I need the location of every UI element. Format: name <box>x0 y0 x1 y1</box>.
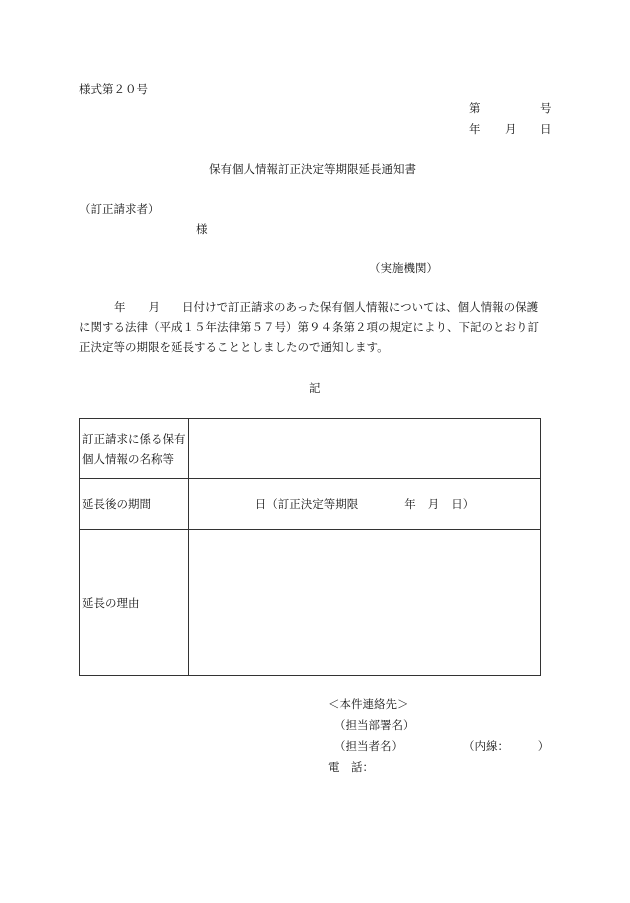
table-row <box>80 479 541 530</box>
body-year: 年 <box>114 300 126 314</box>
addressee-honorific: 様 <box>196 222 208 236</box>
period-year: 年 <box>404 497 416 511</box>
body-line-2: に関する法律（平成１５年法律第５７号）第９４条第２項の規定により、下記のとおり訂 <box>79 320 539 334</box>
doc-number-dai: 第 <box>469 101 481 115</box>
doc-date-day: 日 <box>540 122 552 136</box>
doc-date-month: 月 <box>505 122 517 136</box>
row2-label-text: 延長後の期間 <box>82 497 151 511</box>
contact-phone: 電 話： <box>328 760 374 774</box>
row1-label-line2: 個人情報の名称等 <box>82 451 174 466</box>
period-day: 日（訂正決定等期限 <box>254 497 359 511</box>
notice-table <box>79 418 541 676</box>
body-line-1 <box>79 297 549 317</box>
document-title: 保有個人情報訂正決定等期限延長通知書 <box>209 162 416 176</box>
notice-body <box>79 297 549 357</box>
extension-period <box>191 494 538 514</box>
addressee-role: （訂正請求者） <box>79 202 160 216</box>
row3-value <box>189 530 541 676</box>
contact-heading: ＜本件連絡先＞ <box>328 697 409 711</box>
row1-label <box>80 419 189 479</box>
body-line1-rest: 日付けで訂正請求のあった保有個人情報については、個人情報の保護 <box>182 300 539 314</box>
table-row <box>80 419 541 479</box>
body-line-3: 正決定等の期限を延長することとしましたので通知します。 <box>79 340 389 354</box>
body-month: 月 <box>148 300 160 314</box>
row3-label-text: 延長の理由 <box>82 595 140 610</box>
period-end: 日） <box>451 497 475 511</box>
issuer: （実施機関） <box>369 261 438 275</box>
contact-department: （担当部署名） <box>334 718 415 732</box>
ki-heading: 記 <box>309 381 321 395</box>
row2-label <box>80 479 189 530</box>
row1-value <box>189 419 541 479</box>
row1-label-line1: 訂正請求に係る保有 <box>82 431 186 446</box>
period-month: 月 <box>427 497 440 511</box>
contact-person: （担当者名） <box>334 739 403 753</box>
form-number: 様式第２０号 <box>79 82 148 96</box>
doc-date-year: 年 <box>469 122 481 136</box>
table-row <box>80 530 541 676</box>
doc-number-go: 号 <box>540 101 552 115</box>
row3-label <box>80 530 189 676</box>
row2-value <box>189 479 541 530</box>
contact-extension: （内線： ） <box>463 739 550 753</box>
